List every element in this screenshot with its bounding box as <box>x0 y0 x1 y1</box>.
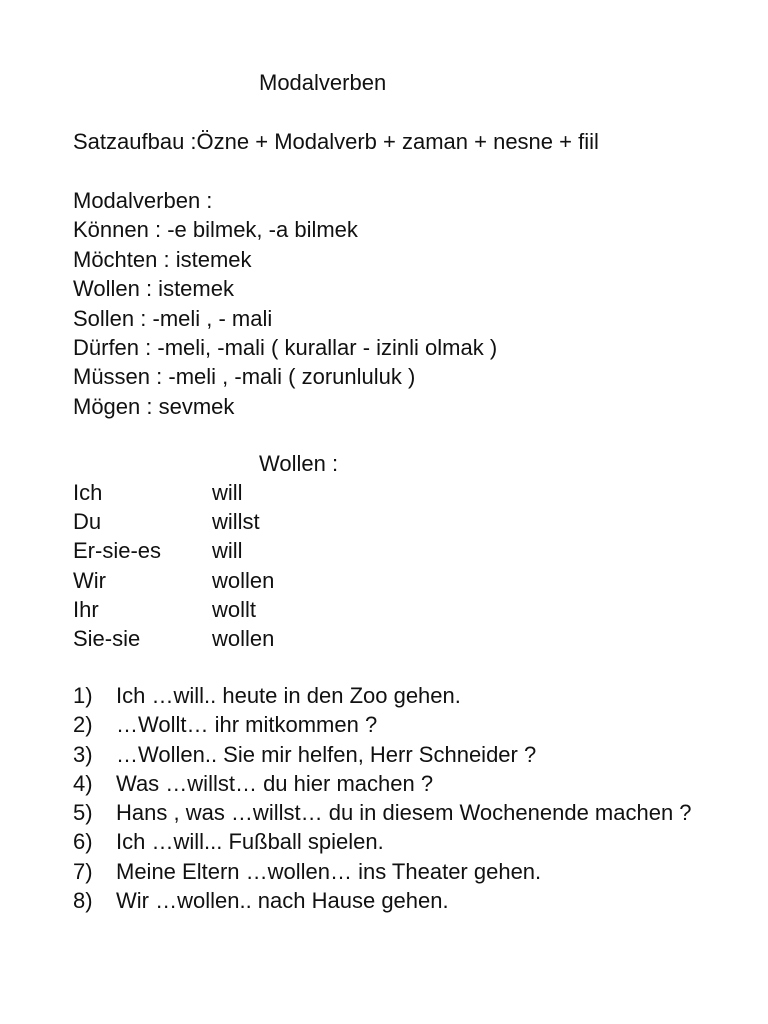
conjugation-row <box>73 478 274 507</box>
conjugation-pronoun: Er-sie-es <box>73 538 162 564</box>
exercise-text: …Wollen.. Sie mir helfen, Herr Schneider ? <box>116 741 537 767</box>
exercise-item <box>73 769 713 798</box>
exercise-item <box>73 857 713 886</box>
conjugation-pronoun: Ich <box>73 480 103 505</box>
conjugation-row <box>73 595 274 624</box>
exercise-number: 4) <box>73 770 93 796</box>
exercise-number: 8) <box>73 888 93 914</box>
exercise-number: 1) <box>73 683 93 708</box>
exercise-item <box>73 798 713 827</box>
conjugation-table <box>73 478 274 653</box>
exercise-text: Meine Eltern …wollen… ins Theater gehen. <box>116 858 542 884</box>
exercise-number: 5) <box>73 800 93 826</box>
conjugation-form: will <box>212 480 243 505</box>
conjugation-title: Wollen : <box>259 451 339 476</box>
modal-list-item: Können : -e bilmek, -a bilmek <box>73 217 358 243</box>
modal-list-item: Dürfen : -meli, -mali ( kurallar - izinli olmak ) <box>73 335 498 361</box>
conjugation-pronoun: Ihr <box>73 596 99 622</box>
exercise-text: …Wollt… ihr mitkommen ? <box>116 712 378 738</box>
conjugation-row <box>73 536 274 565</box>
modal-list-item: Möchten : istemek <box>73 246 252 272</box>
conjugation-form: willst <box>212 509 260 535</box>
conjugation-pronoun: Wir <box>73 567 106 593</box>
conjugation-row <box>73 624 274 653</box>
modal-list-item: Müssen : -meli , -mali ( zorunluluk ) <box>73 364 416 390</box>
exercise-text: Ich …will.. heute in den Zoo gehen. <box>116 683 461 708</box>
exercise-text: Wir …wollen.. nach Hause gehen. <box>116 888 449 914</box>
conjugation-form: wollen <box>212 626 275 652</box>
conjugation-pronoun: Du <box>73 509 102 535</box>
exercise-item <box>73 710 713 739</box>
exercise-text: Hans , was …willst… du in diesem Wochenende machen ? <box>116 800 692 826</box>
conjugation-form: wollt <box>212 596 257 622</box>
exercise-text: Ich …will... Fußball spielen. <box>116 829 384 855</box>
exercise-number: 6) <box>73 829 93 855</box>
exercise-number: 7) <box>73 858 93 884</box>
modal-list-item: Mögen : sevmek <box>73 393 235 419</box>
conjugation-pronoun: Sie-sie <box>73 626 141 652</box>
exercise-item <box>73 886 713 915</box>
modal-list-header: Modalverben : <box>73 188 213 213</box>
modal-list-item: Wollen : istemek <box>73 276 234 302</box>
modal-verb-list <box>73 186 497 421</box>
exercise-item <box>73 740 713 769</box>
exercise-number: 2) <box>73 712 93 738</box>
modal-list-item: Sollen : -meli , - mali <box>73 305 273 331</box>
conjugation-form: will <box>212 538 243 564</box>
page-title: Modalverben <box>259 70 387 95</box>
conjugation-row <box>73 507 274 536</box>
exercise-number: 3) <box>73 741 93 767</box>
exercise-item <box>73 681 713 710</box>
conjugation-form: wollen <box>212 567 275 593</box>
sentence-structure: Satzaufbau :Özne + Modalverb + zaman + nesne + fiil <box>73 129 599 154</box>
exercise-list <box>73 681 713 915</box>
conjugation-row <box>73 566 274 595</box>
exercise-text: Was …willst… du hier machen ? <box>116 770 434 796</box>
exercise-item <box>73 827 713 856</box>
